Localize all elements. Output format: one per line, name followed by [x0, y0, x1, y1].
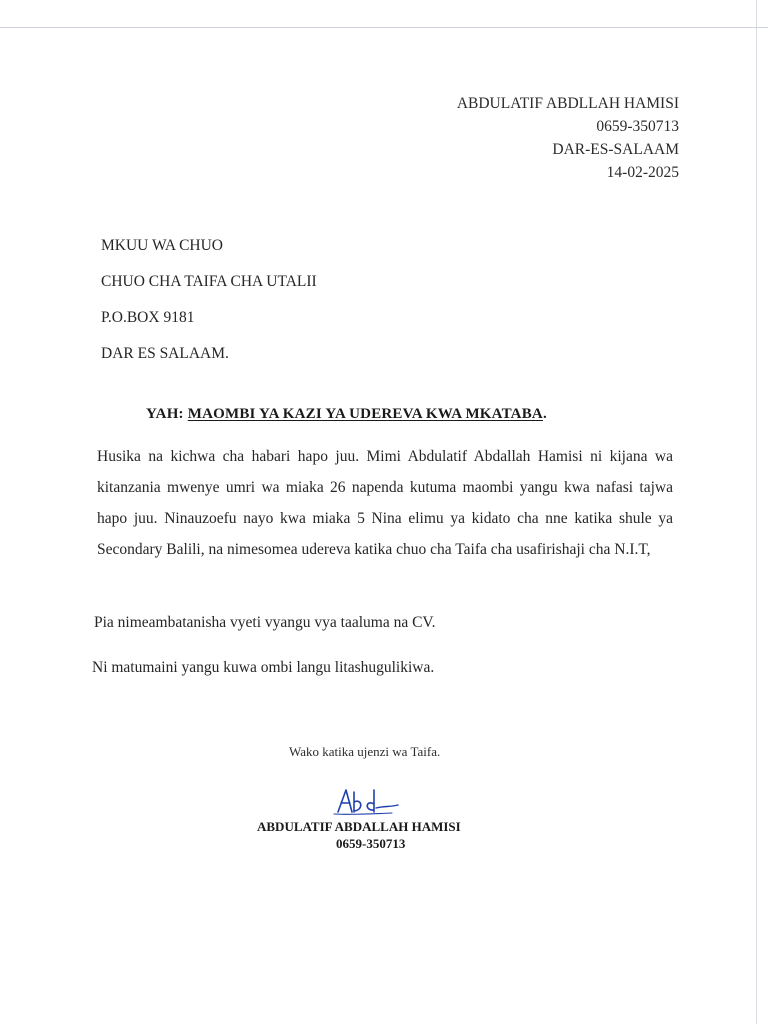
subject-line: [146, 406, 547, 423]
sender-phone: 0659-350713: [596, 118, 679, 135]
recipient-institution: CHUO CHA TAIFA CHA UTALII: [101, 273, 317, 290]
body-paragraph-hope: Ni matumaini yangu kuwa ombi langu litashugulikiwa.: [92, 659, 435, 676]
handwritten-signature: [332, 784, 402, 818]
body-paragraph-main: Husika na kichwa cha habari hapo juu. Mimi Abdulatif Abdallah Hamisi ni kijana wa kitanzania mwenye umri wa miaka 26 napenda kutuma maombi yangu kwa nafasi tajwa hapo juu. Ninauzoefu nayo kwa miaka 5 Nina elimu ya kidato cha nne katika shule ya Secondary Balili, na nimesomea udereva katika chuo cha Taifa cha usafirishaji cha N.I.T,: [97, 448, 673, 558]
sender-name: ABDULATIF ABDLLAH HAMISI: [456, 95, 679, 112]
recipient-address-block: [101, 228, 317, 372]
page-right-edge: [756, 0, 757, 1024]
sender-address-block: [457, 92, 679, 184]
recipient-city: DAR ES SALAAM.: [101, 345, 229, 362]
closing-salutation: Wako katika ujenzi wa Taifa.: [289, 744, 441, 759]
subject-title: MAOMBI YA KAZI YA UDEREVA KWA MKATABA: [187, 406, 543, 422]
recipient-po-box: P.O.BOX 9181: [101, 309, 195, 326]
signatory-phone: 0659-350713: [336, 836, 406, 851]
sender-city: DAR-ES-SALAAM: [552, 141, 679, 158]
body-paragraph-attachments: Pia nimeambatanisha vyeti vyangu vya taaluma na CV.: [94, 614, 436, 631]
subject-end: .: [542, 406, 547, 422]
letter-date: 14-02-2025: [606, 164, 679, 181]
recipient-title: MKUU WA CHUO: [101, 237, 224, 254]
signatory-name: ABDULATIF ABDALLAH HAMISI: [257, 819, 461, 834]
subject-prefix: YAH:: [146, 406, 184, 422]
page-top-edge: [0, 27, 768, 28]
